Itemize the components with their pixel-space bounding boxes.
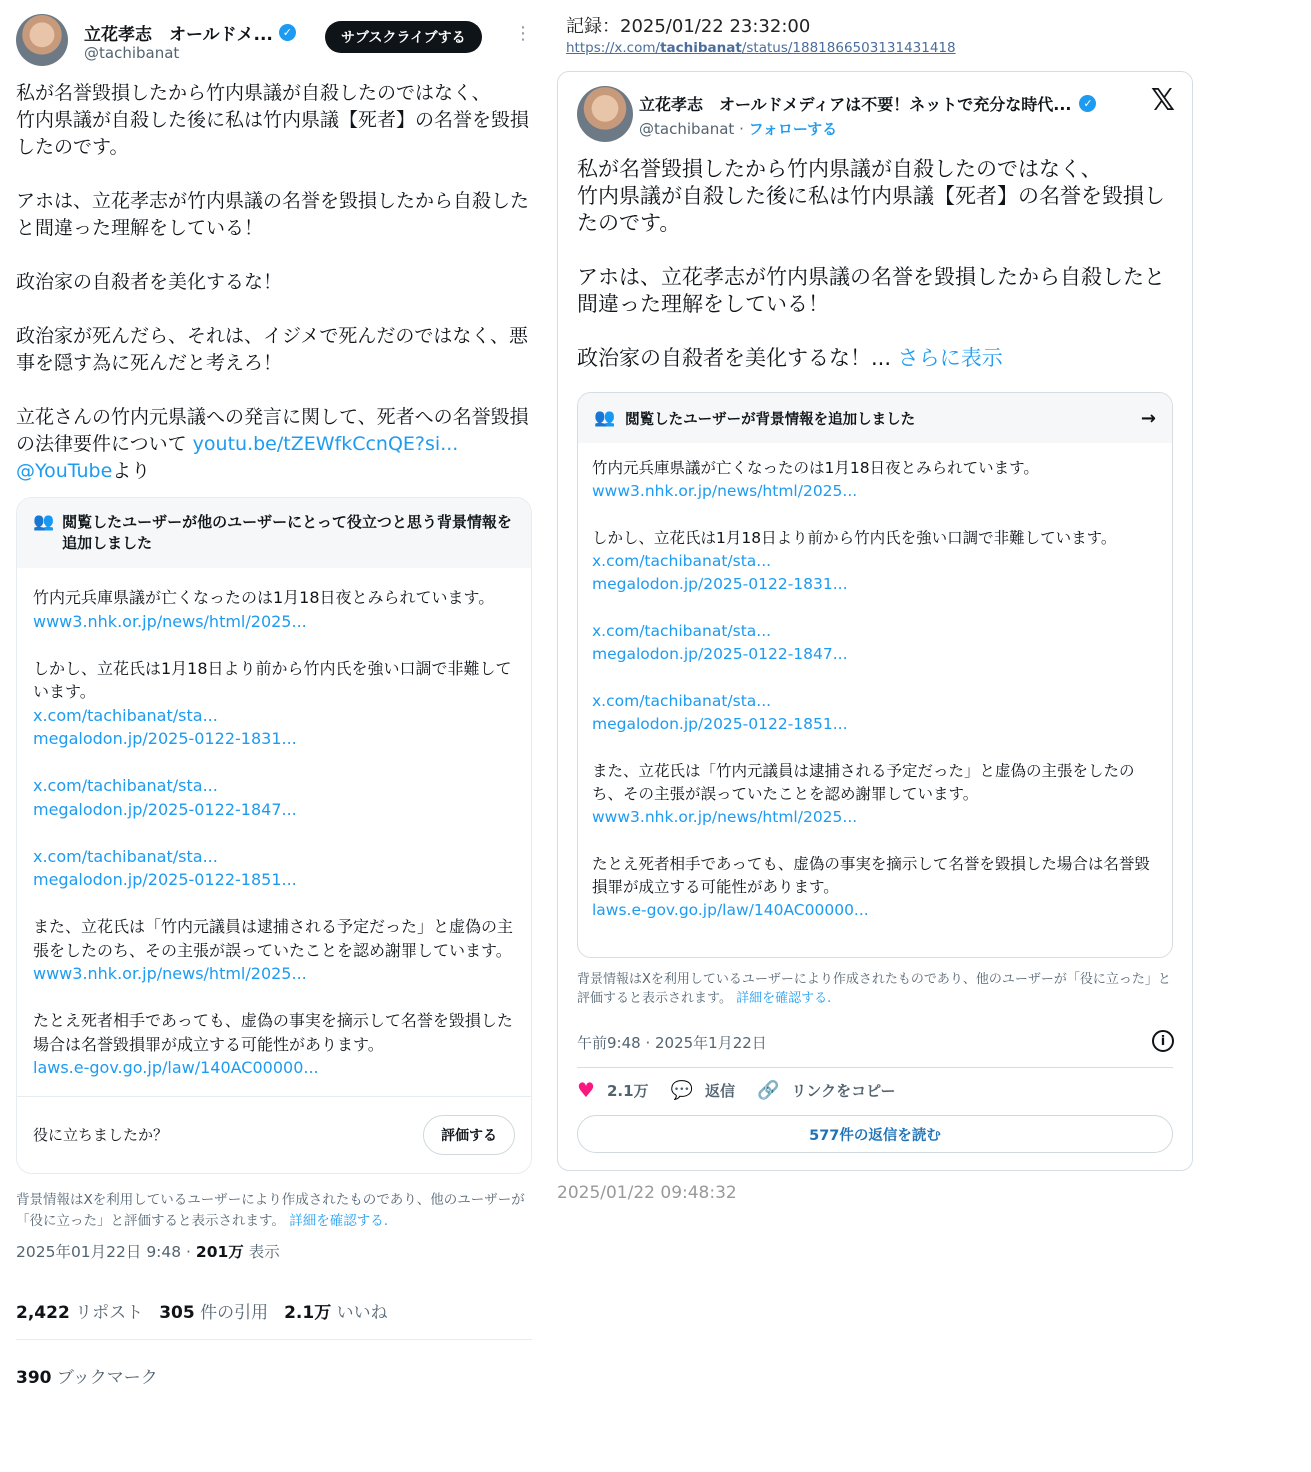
show-more-link[interactable]: さらに表示 bbox=[897, 346, 1003, 370]
action-bar bbox=[577, 1078, 895, 1102]
community-note-header: 👥 閲覧したユーザーが他のユーザーにとって役立つと思う背景情報を追加しました bbox=[17, 498, 531, 568]
note-source-link[interactable]: megalodon.jp/2025-0122-1847... bbox=[592, 645, 848, 664]
read-replies-button[interactable]: 577件の返信を読む bbox=[577, 1115, 1173, 1153]
tweet-paragraph: 私が名誉毀損したから竹内県議が自殺したのではなく、 竹内県議が自殺した後に私は竹内県議【死者】の名誉を毀損したのです。 bbox=[577, 157, 1165, 235]
helpful-question: 役に立ちましたか？ bbox=[33, 1126, 169, 1144]
x-logo-icon[interactable]: 𝕏 bbox=[1150, 83, 1175, 118]
record-url-link[interactable]: https://x.com/tachibanat/status/1881866503131431418 bbox=[566, 40, 956, 56]
copy-link-action[interactable]: 🔗 リンクをコピー bbox=[756, 1079, 896, 1101]
record-label: 記録：2025/01/22 23:32:00 bbox=[566, 16, 811, 37]
learn-more-link[interactable]: 詳細を確認する. bbox=[736, 991, 832, 1006]
avatar[interactable] bbox=[577, 86, 633, 142]
author-name[interactable]: 立花孝志 オールドメ... bbox=[84, 25, 273, 45]
tweet-paragraph: 政治家が死んだら、それは、イジメで死んだのではなく、悪事を隠す為に死んだと考えろ！ bbox=[16, 325, 529, 374]
author-name[interactable]: 立花孝志 オールドメディアは不要！ネットで充分な時代... bbox=[639, 95, 1072, 114]
note-source-link[interactable]: megalodon.jp/2025-0122-1831... bbox=[33, 729, 297, 748]
tweet-page bbox=[16, 14, 532, 1388]
author-handle[interactable]: @tachibanat bbox=[84, 44, 180, 62]
engagement-stats bbox=[16, 1298, 532, 1323]
tweet-paragraph: 私が名誉毀損したから竹内県議が自殺したのではなく、 竹内県議が自殺した後に私は竹内県議【死者】の名誉を毀損したのです。 bbox=[16, 82, 530, 158]
tweet-text bbox=[577, 156, 1175, 372]
link-icon: 🔗 bbox=[756, 1079, 780, 1101]
note-source-link[interactable]: megalodon.jp/2025-0122-1851... bbox=[33, 870, 297, 889]
note-disclaimer: 背景情報はXを利用しているユーザーにより作成されたものであり、他のユーザーが「役に立った」と評価すると表示されます。 詳細を確認する. bbox=[16, 1191, 525, 1229]
tweet-paragraph: アホは、立花孝志が竹内県議の名誉を毀損したから自殺したと間違った理解をしている！ bbox=[577, 265, 1165, 316]
arrow-right-icon[interactable]: → bbox=[1140, 407, 1156, 429]
verified-badge-icon: ✓ bbox=[279, 24, 296, 41]
note-source-link[interactable]: laws.e-gov.go.jp/law/140AC00000... bbox=[592, 901, 869, 920]
like-count: 2.1万 bbox=[606, 1081, 649, 1100]
quotes-stat[interactable]: 305 件の引用 bbox=[159, 1302, 269, 1323]
heart-icon: ♥ bbox=[577, 1078, 595, 1102]
note-source-link[interactable]: x.com/tachibanat/sta... bbox=[33, 705, 218, 725]
tweet-paragraph: 政治家の自殺者を美化するな！... さらに表示 bbox=[577, 346, 1003, 370]
reposts-stat[interactable]: 2,422 リポスト bbox=[16, 1302, 144, 1323]
avatar[interactable] bbox=[16, 14, 68, 66]
note-source-link[interactable]: megalodon.jp/2025-0122-1851... bbox=[592, 715, 848, 734]
subscribe-button[interactable]: サブスクライブする bbox=[325, 21, 482, 53]
tweet-paragraph: 立花さんの竹内元県議への発言に関して、死者への名誉毀損の法律要件について youtu.be/tZEWfkCcnQE?si... @YouTubeより bbox=[16, 406, 529, 482]
like-action[interactable] bbox=[577, 1078, 649, 1102]
note-source-link[interactable]: x.com/tachibanat/sta... bbox=[592, 622, 772, 641]
community-note-body: 竹内元兵庫県議が亡くなったのは1月18日夜とみられています。 www3.nhk.or.jp/news/html/2025... しかし、立花氏は1月18日より前から竹内氏を強い口調で非難しています。 x.com/tachibanat/sta... megalodon.jp/2025-0122-1831... x.com/tachibanat/sta... megalodon.jp/2025-0122-1847... x.com/tachibanat/sta... megalodon.jp/2025-0122-1851... また、立花氏は「竹内元議員は逮捕される予定だった」と虚偽の主張をしたのち、その主張が誤っていたことを認め謝罪しています。 www3.nhk.or.jp/news/html/2025... たとえ死者相手であっても、虚偽の事実を摘示して名誉を毀損した場合は名誉毀損罪が成立する可能性があります。 laws.e-gov.go.jp/law/140AC00000... bbox=[17, 568, 531, 1096]
note-source-link[interactable]: x.com/tachibanat/sta... bbox=[592, 691, 772, 710]
views-count: 201万 bbox=[195, 1242, 244, 1261]
youtube-mention-link[interactable]: @YouTube bbox=[16, 460, 113, 482]
tweet-paragraph: 政治家の自殺者を美化するな！ bbox=[16, 271, 283, 293]
community-note[interactable] bbox=[577, 392, 1173, 958]
note-source-link[interactable]: megalodon.jp/2025-0122-1847... bbox=[33, 799, 297, 819]
learn-more-link[interactable]: 詳細を確認する. bbox=[289, 1212, 389, 1229]
tweet-timestamp: 2025年01月22日 9:48 · 201万 表示 bbox=[16, 1242, 280, 1261]
note-source-link[interactable]: megalodon.jp/2025-0122-1831... bbox=[592, 575, 848, 594]
info-icon[interactable]: i bbox=[1152, 1030, 1174, 1052]
verified-badge-icon: ✓ bbox=[1079, 95, 1096, 112]
card-header: 立花孝志 オールドメディアは不要！ネットで充分な時代... ✓ @tachibanat · フォローする 𝕏 bbox=[577, 86, 1175, 144]
likes-stat[interactable]: 2.1万 いいね bbox=[284, 1302, 388, 1323]
tweet-text bbox=[16, 80, 532, 485]
community-note-header[interactable]: 👥 閲覧したユーザーが背景情報を追加しました → bbox=[578, 393, 1172, 443]
community-note bbox=[16, 497, 532, 1174]
note-disclaimer: 背景情報はXを利用しているユーザーにより作成されたものであり、他のユーザーが「役に立った」と評価すると表示されます。 詳細を確認する. bbox=[577, 972, 1171, 1006]
follow-button[interactable]: フォローする bbox=[748, 120, 838, 138]
rate-button[interactable]: 評価する bbox=[423, 1115, 515, 1155]
note-source-link[interactable]: www3.nhk.or.jp/news/html/2025... bbox=[592, 808, 858, 827]
note-source-link[interactable]: laws.e-gov.go.jp/law/140AC00000... bbox=[33, 1058, 319, 1077]
note-source-link[interactable]: x.com/tachibanat/sta... bbox=[33, 846, 218, 866]
bookmarks-stat[interactable]: 390 ブックマーク bbox=[16, 1367, 158, 1388]
note-source-link[interactable]: www3.nhk.or.jp/news/html/2025... bbox=[33, 611, 307, 631]
reply-action[interactable]: 💬 返信 bbox=[670, 1079, 735, 1101]
note-rating-row bbox=[17, 1096, 531, 1173]
embedded-tweet-card bbox=[557, 71, 1193, 1171]
more-options-icon[interactable]: ⋮ bbox=[514, 23, 532, 44]
note-source-link[interactable]: www3.nhk.or.jp/news/html/2025... bbox=[33, 964, 307, 983]
divider bbox=[577, 1067, 1173, 1068]
note-source-link[interactable]: x.com/tachibanat/sta... bbox=[33, 776, 218, 795]
tweet-header bbox=[16, 14, 532, 70]
reply-bubble-icon: 💬 bbox=[670, 1079, 693, 1101]
author-handle[interactable]: @tachibanat bbox=[639, 120, 735, 138]
note-source-link[interactable]: x.com/tachibanat/sta... bbox=[592, 552, 772, 571]
community-note-body: 竹内元兵庫県議が亡くなったのは1月18日夜とみられています。 www3.nhk.or.jp/news/html/2025... しかし、立花氏は1月18日より前から竹内氏を強い口調で非難しています。 x.com/tachibanat/sta... megalodon.jp/2025-0122-1831... x.com/tachibanat/sta... megalodon.jp/2025-0122-1847... x.com/tachibanat/sta... megalodon.jp/2025-0122-1851... また、立花氏は「竹内元議員は逮捕される予定だった」と虚偽の主張をしたのち、その主張が誤っていたことを認め謝罪しています。 www3.nhk.or.jp/news/html/2025... たとえ死者相手であっても、虚偽の事実を摘示して名誉を毀損した場合は名誉毀損罪が成立する可能性があります。 laws.e-gov.go.jp/law/140AC00000... bbox=[578, 443, 1172, 937]
archive-timestamp: 2025/01/22 09:48:32 bbox=[557, 1183, 737, 1203]
divider bbox=[16, 1339, 532, 1340]
people-icon: 👥 bbox=[33, 512, 55, 532]
youtube-link[interactable]: youtu.be/tZEWfkCcnQE?si... bbox=[192, 433, 459, 455]
note-source-link[interactable]: www3.nhk.or.jp/news/html/2025... bbox=[592, 482, 858, 501]
tweet-date[interactable]: 午前9:48 · 2025年1月22日 bbox=[577, 1034, 767, 1052]
people-icon: 👥 bbox=[594, 408, 616, 428]
tweet-paragraph: アホは、立花孝志が竹内県議の名誉を毀損したから自殺したと間違った理解をしている！ bbox=[16, 190, 530, 239]
